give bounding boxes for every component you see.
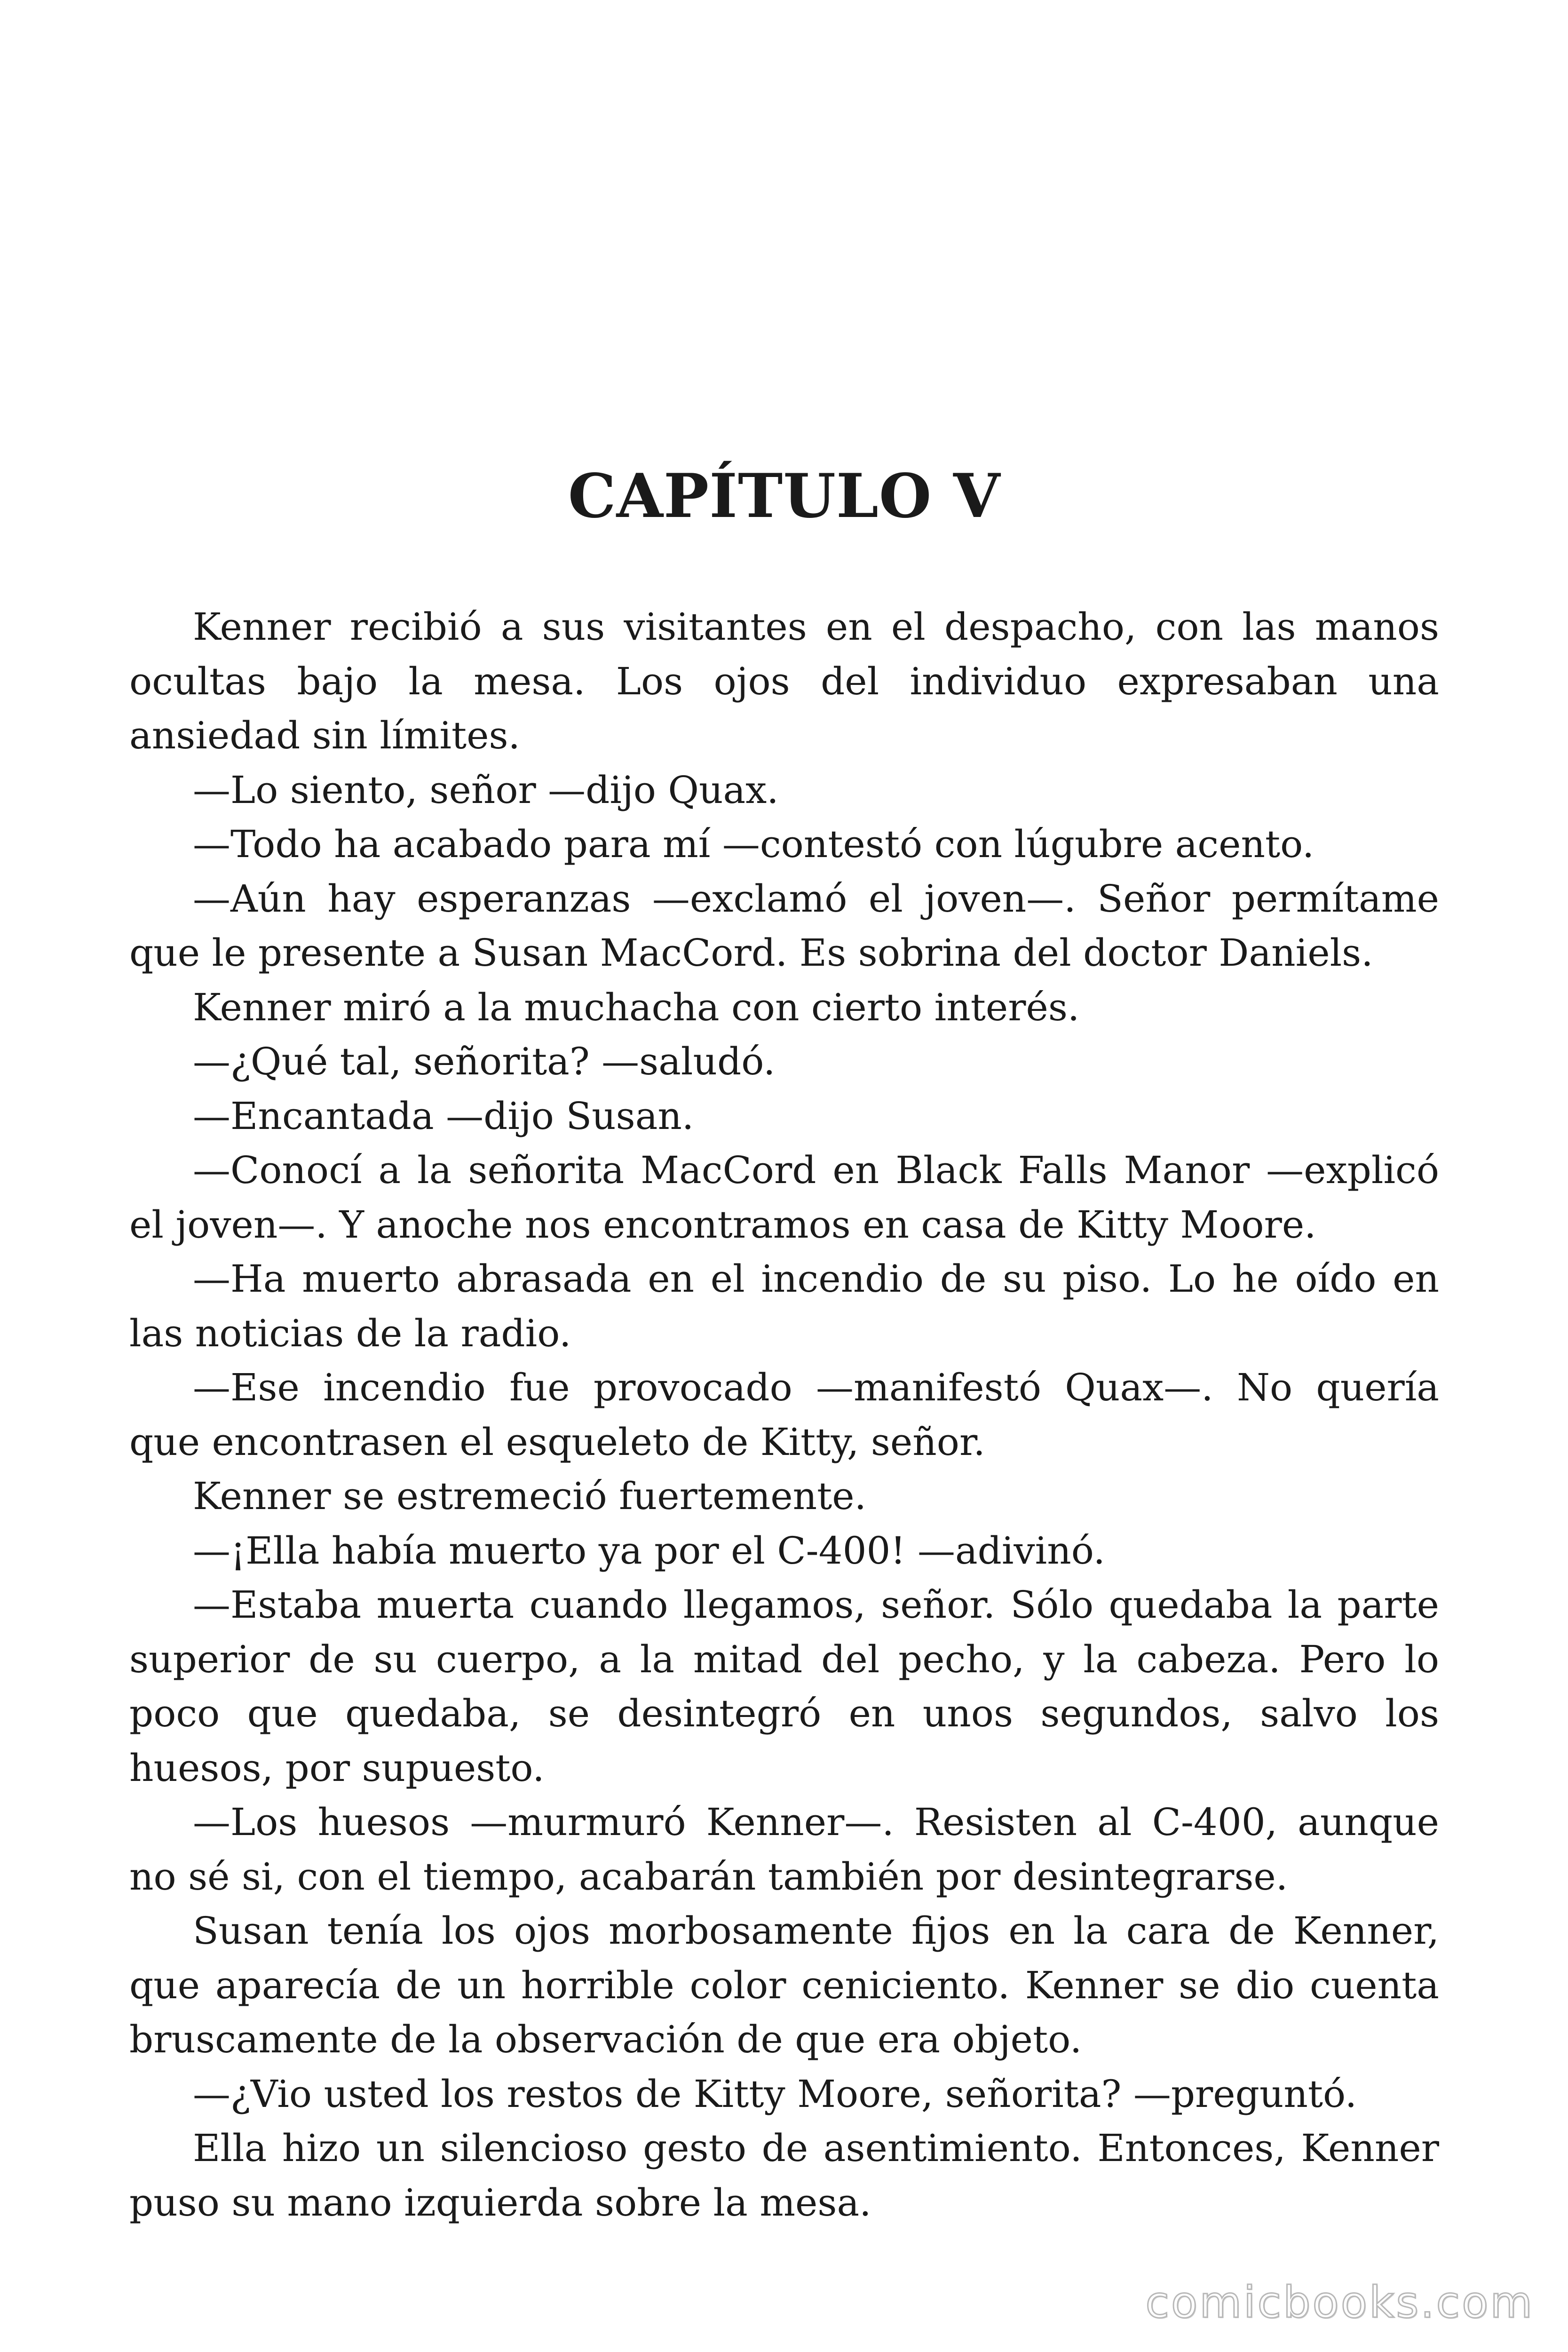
paragraph: Kenner recibió a sus visitantes en el despacho, con las manos ocultas bajo la mesa. Los ojos del individuo expresaban una ansiedad sin límites. — [129, 605, 1439, 757]
paragraph: —Los huesos —murmuró Kenner—. Resisten al C-400, aunque no sé si, con el tiempo, acabarán también por desintegrarse. — [129, 1800, 1439, 1899]
chapter-title: CAPÍTULO V — [568, 461, 1001, 532]
paragraph: —Ha muerto abrasada en el incendio de su piso. Lo he oído en las noticias de la radio. — [129, 1257, 1439, 1355]
paragraph: —Lo siento, señor —dijo Quax. — [193, 768, 779, 812]
paragraph: —¡Ella había muerto ya por el C-400! —adivinó. — [193, 1528, 1105, 1573]
paragraph: Susan tenía los ojos morbosamente fijos en la cara de Kenner, que aparecía de un horrible color ceniciento. Kenner se dio cuenta bruscamente de la observación de que era objeto. — [129, 1909, 1439, 2061]
watermark: comicbooks.com — [1145, 2277, 1534, 2328]
paragraph: —Aún hay esperanzas —exclamó el joven—. Señor permítame que le presente a Susan MacCord. Es sobrina del doctor Daniels. — [129, 876, 1439, 975]
paragraph: —¿Qué tal, señorita? —saludó. — [193, 1040, 776, 1083]
paragraph: Kenner se estremeció fuertemente. — [193, 1474, 867, 1518]
paragraph: —Encantada —dijo Susan. — [193, 1094, 694, 1138]
paragraph: —Estaba muerta cuando llegamos, señor. Sólo quedaba la parte superior de su cuerpo, a la mitad del pecho, y la cabeza. Pero lo poco que quedaba, se desintegró en unos segundos, salvo los huesos, por supuesto. — [129, 1583, 1439, 1790]
paragraph: —Conocí a la señorita MacCord en Black Falls Manor —explicó el joven—. Y anoche nos encontramos en casa de Kitty Moore. — [129, 1148, 1439, 1247]
paragraph: Kenner miró a la muchacha con cierto interés. — [193, 985, 1080, 1029]
book-page — [129, 0, 1439, 2352]
paragraph: —Todo ha acabado para mí —contestó con lúgubre acento. — [193, 822, 1315, 866]
paragraph: —Ese incendio fue provocado —manifestó Quax—. No quería que encontrasen el esqueleto de Kitty, señor. — [129, 1366, 1439, 1464]
paragraph: —¿Vio usted los restos de Kitty Moore, señorita? —preguntó. — [193, 2072, 1357, 2116]
paragraph: Ella hizo un silencioso gesto de asentimiento. Entonces, Kenner puso su mano izquierda sobre la mesa. — [129, 2126, 1439, 2225]
chapter-body — [129, 600, 1439, 2230]
